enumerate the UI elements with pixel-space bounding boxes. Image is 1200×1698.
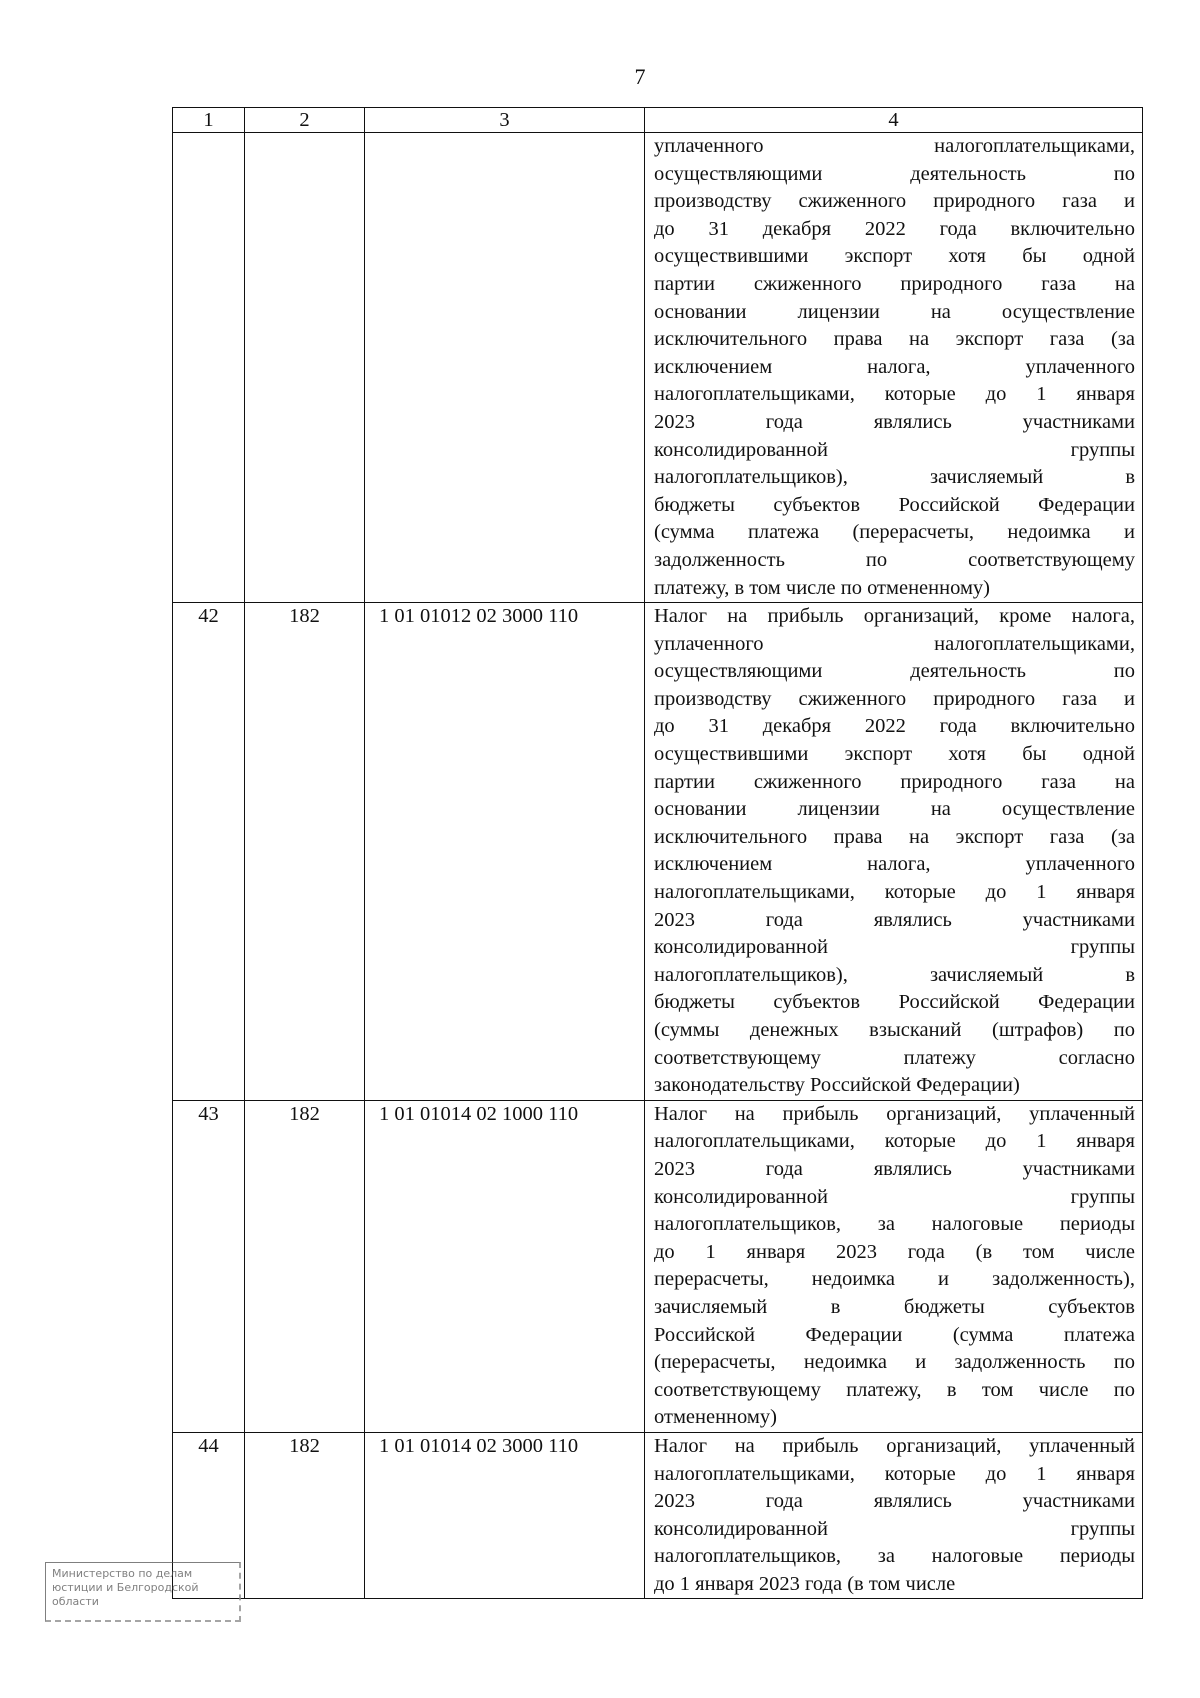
description-line: исключительного права на экспорт газа (за: [654, 328, 1135, 351]
description-line: осуществившими экспорт хотя бы одной: [654, 245, 1135, 268]
header-col-2: 2: [245, 108, 365, 133]
description-line: перерасчеты, недоимка и задолженность),: [654, 1268, 1135, 1291]
table-header-row: [173, 108, 1143, 133]
description-line: 2023 года являлись участниками: [654, 908, 1135, 931]
description-line: 2023 года являлись участниками: [654, 1490, 1135, 1513]
admin-code-cell: 182: [245, 1100, 365, 1432]
table-row: [173, 133, 1143, 603]
page-number: 7: [634, 64, 646, 89]
budget-code-table: [172, 107, 1143, 1599]
description-line: законодательству Российской Федерации): [654, 1074, 1020, 1097]
description-cell: [645, 1100, 1143, 1432]
table-row: [173, 1432, 1143, 1599]
row-number-cell: [173, 133, 245, 603]
row-number-cell: 44: [173, 1432, 245, 1599]
row-number-cell: 42: [173, 603, 245, 1101]
kbk-code-cell: 1 01 01014 02 1000 110: [365, 1100, 645, 1432]
description-line: налогоплательщиков), зачисляемый в: [654, 466, 1135, 489]
description-line: производству сжиженного природного газа и: [654, 687, 1135, 710]
admin-code-cell: 182: [245, 1432, 365, 1599]
admin-code-cell: 182: [245, 603, 365, 1101]
description-line: исключительного права на экспорт газа (за: [654, 825, 1135, 848]
description-line: бюджеты субъектов Российской Федерации: [654, 991, 1135, 1014]
description-line: осуществившими экспорт хотя бы одной: [654, 743, 1135, 766]
description-line: налогоплательщиками, которые до 1 января: [654, 881, 1135, 904]
description-line: (суммы денежных взысканий (штрафов) по: [654, 1019, 1135, 1041]
description-line: Налог на прибыль организаций, кроме налога,: [654, 605, 1135, 628]
description-line: консолидированной группы: [654, 1517, 1135, 1540]
description-line: уплаченного налогоплательщиками,: [654, 135, 1135, 157]
description-line: налогоплательщиками, которые до 1 января: [654, 1462, 1135, 1485]
description-line: задолженность по соответствующему: [654, 548, 1135, 571]
description-line: консолидированной группы: [654, 1185, 1135, 1208]
description-line: осуществляющими деятельность по: [654, 162, 1135, 185]
description-line: исключением налога, уплаченного: [654, 355, 1135, 378]
description-line: зачисляемый в бюджеты субъектов: [654, 1295, 1135, 1318]
description-line: налогоплательщиков, за налоговые периоды: [654, 1213, 1135, 1236]
description-line: Российской Федерации (сумма платежа: [654, 1323, 1135, 1346]
description-line: 2023 года являлись участниками: [654, 1157, 1135, 1180]
description-line: 2023 года являлись участниками: [654, 410, 1135, 433]
table-row: [173, 603, 1143, 1101]
admin-code-cell: [245, 133, 365, 603]
description-line: Налог на прибыль организаций, уплаченный: [654, 1434, 1135, 1457]
description-line: (перерасчеты, недоимка и задолженность по: [654, 1351, 1135, 1374]
description-line: консолидированной группы: [654, 936, 1135, 959]
description-line: бюджеты субъектов Российской Федерации: [654, 493, 1135, 516]
table-row: [173, 1100, 1143, 1432]
description-line: до 1 января 2023 года (в том числе: [654, 1572, 956, 1595]
kbk-code-cell: [365, 133, 645, 603]
description-line: до 31 декабря 2022 года включительно: [654, 217, 1135, 240]
description-line: консолидированной группы: [654, 438, 1135, 461]
description-line: платежу, в том числе по отмененному): [654, 576, 990, 599]
description-line: налогоплательщиками, которые до 1 января: [654, 1130, 1135, 1153]
header-col-1: 1: [173, 108, 245, 133]
description-line: до 31 декабря 2022 года включительно: [654, 715, 1135, 738]
description-line: основании лицензии на осуществление: [654, 798, 1135, 821]
description-line: налогоплательщиков), зачисляемый в: [654, 963, 1135, 986]
description-line: Налог на прибыль организаций, уплаченный: [654, 1102, 1135, 1125]
description-line: уплаченного налогоплательщиками,: [654, 632, 1135, 655]
description-line: партии сжиженного природного газа на: [654, 272, 1135, 295]
description-line: налогоплательщиками, которые до 1 января: [654, 383, 1135, 406]
description-cell: [645, 603, 1143, 1101]
description-line: исключением налога, уплаченного: [654, 853, 1135, 876]
row-number-cell: 43: [173, 1100, 245, 1432]
header-col-3: 3: [365, 108, 645, 133]
stamp-line: юстиции и Белгородской: [52, 1581, 199, 1594]
kbk-code-cell: 1 01 01014 02 3000 110: [365, 1432, 645, 1599]
description-line: основании лицензии на осуществление: [654, 300, 1135, 323]
description-line: осуществляющими деятельность по: [654, 660, 1135, 683]
stamp-line: Министерство по делам: [52, 1567, 193, 1580]
registration-stamp: [45, 1562, 241, 1622]
description-line: до 1 января 2023 года (в том числе: [654, 1240, 1135, 1263]
description-line: производству сжиженного природного газа и: [654, 190, 1135, 213]
description-line: отмененному): [654, 1406, 777, 1429]
stamp-line: области: [52, 1595, 99, 1608]
description-cell: [645, 133, 1143, 603]
description-line: партии сжиженного природного газа на: [654, 770, 1135, 793]
description-line: (сумма платежа (перерасчеты, недоимка и: [654, 521, 1135, 544]
header-col-4: 4: [645, 108, 1143, 133]
description-cell: [645, 1432, 1143, 1599]
description-line: соответствующему платежу, в том числе по: [654, 1378, 1135, 1401]
kbk-code-cell: 1 01 01012 02 3000 110: [365, 603, 645, 1101]
description-line: соответствующему платежу согласно: [654, 1046, 1135, 1069]
description-line: налогоплательщиков, за налоговые периоды: [654, 1545, 1135, 1568]
